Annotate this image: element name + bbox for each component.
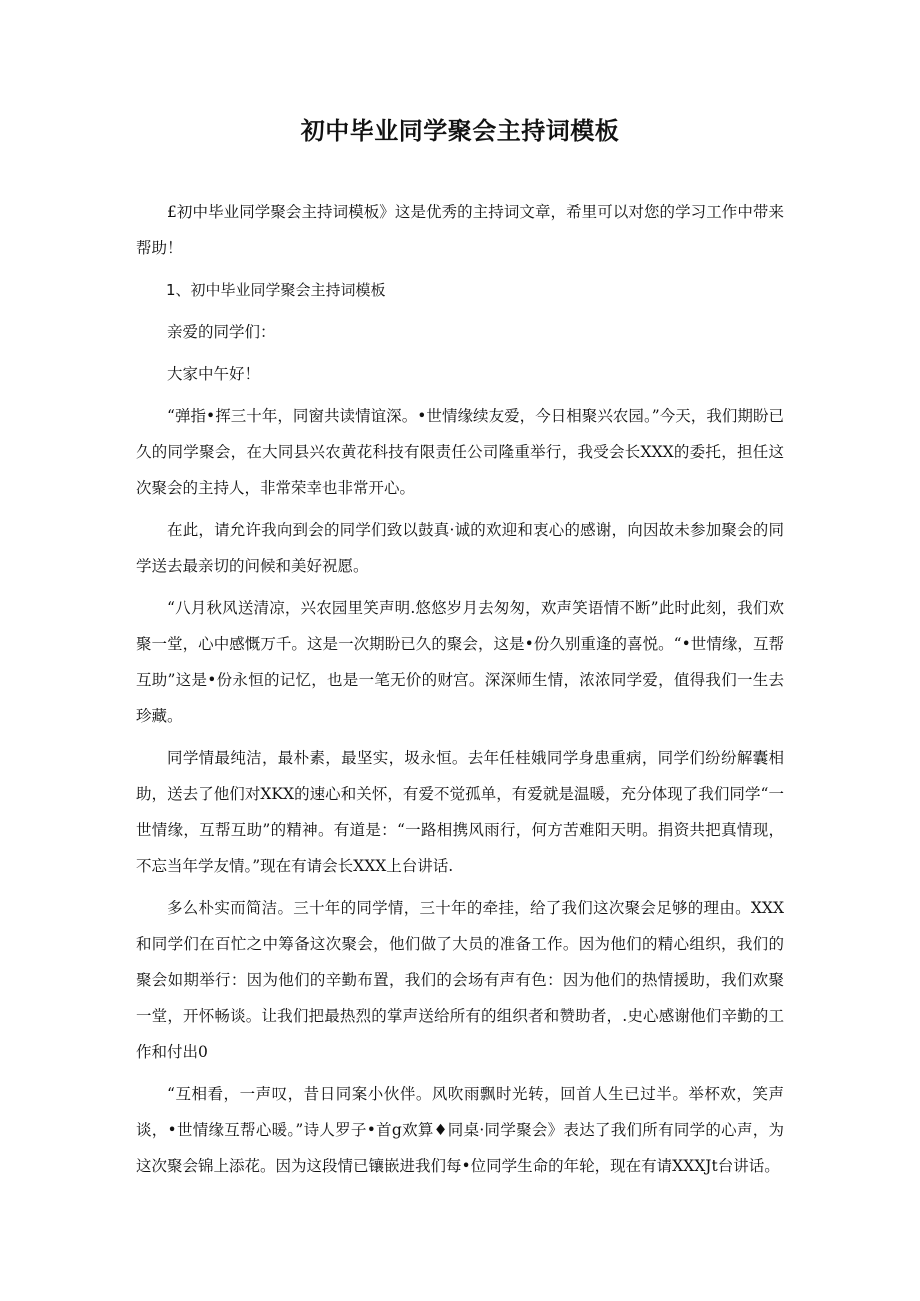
document-body [136, 194, 784, 1190]
section-heading: 1、初中毕业同学聚会主持词模板 [166, 281, 386, 299]
salutation: 亲爱的同学们： [167, 323, 276, 341]
body-paragraph: 多么朴实而简洁。三十年的同学情，三十年的牵挂，给了我们这次聚会足够的理由。XXX和同学们在百忙之中筹备这次聚会，他们做了大员的准备工作。因为他们的精心组织，我们的聚会如期举行：因为他们的辛勤布置，我们的会场有声有色：因为他们的热情援助，我们欢聚一堂，开怀畅谈。让我们把最热烈的掌声送给所有的组织者和赞助者，.史心感谢他们辛勤的工作和付出0 [136, 899, 784, 1061]
greeting: 大家中午好！ [167, 365, 261, 383]
body-paragraph: “弹指•挥三十年，同窗共读情谊深。•世情缘续友爱，今日相聚兴农园。”今天，我们期盼已久的同学聚会，在大同县兴农黄花科技有限责任公司隆重举行，我受会长XXX的委托，担任这次聚会的主持人，非常荣幸也非常开心。 [136, 407, 784, 497]
intro-paragraph: £初中毕业同学聚会主持词模板》这是优秀的主持词文章，希里可以对您的学习工作中带来帮助！ [136, 203, 784, 257]
body-paragraph: “互相看，一声叹，昔日同案小伙伴。风吹雨飘时光转，回首人生已过半。举杯欢，笑声谈，•世情缘互帮心暖。”诗人罗子•首g欢算♦同桌·同学聚会》表达了我们所有同学的心声，为这次聚会锦上添花。因为这段情已镶嵌进我们每•位同学生命的年轮，现在有请XXXJt台讲话。 [136, 1085, 784, 1175]
body-paragraph: 在此，请允许我向到会的同学们致以鼓真·诚的欢迎和衷心的感谢，向因故未参加聚会的同学送去最亲切的问候和美好祝愿。 [136, 521, 784, 575]
body-paragraph: 同学情最纯洁，最朴素，最坚实，圾永恒。去年任桂娥同学身患重病，同学们纷纷解囊相助，送去了他们对XKX的速心和关怀，有爱不觉孤单，有爱就是温暖，充分体现了我们同学“一世情缘，互帮互助”的精神。有道是：“一路相携风雨行，何方苦难阳天明。捐资共把真情现，不忘当年学友情。”现在有请会长XXX上台讲话. [136, 749, 784, 875]
document-title: 初中毕业同学聚会主持词模板 [300, 117, 620, 145]
body-paragraph: “八月秋风送清凉，兴农园里笑声明.悠悠岁月去匆匆，欢声笑语情不断”此时此刻，我们欢聚一堂，心中感慨万千。这是一次期盼已久的聚会，这是•份久别重逢的喜悦。“•世情缘，互帮互助”这是•份永恒的记忆，也是一笔无价的财宫。深深师生情，浓浓同学爱，值得我们一生去珍藏。 [136, 599, 784, 725]
